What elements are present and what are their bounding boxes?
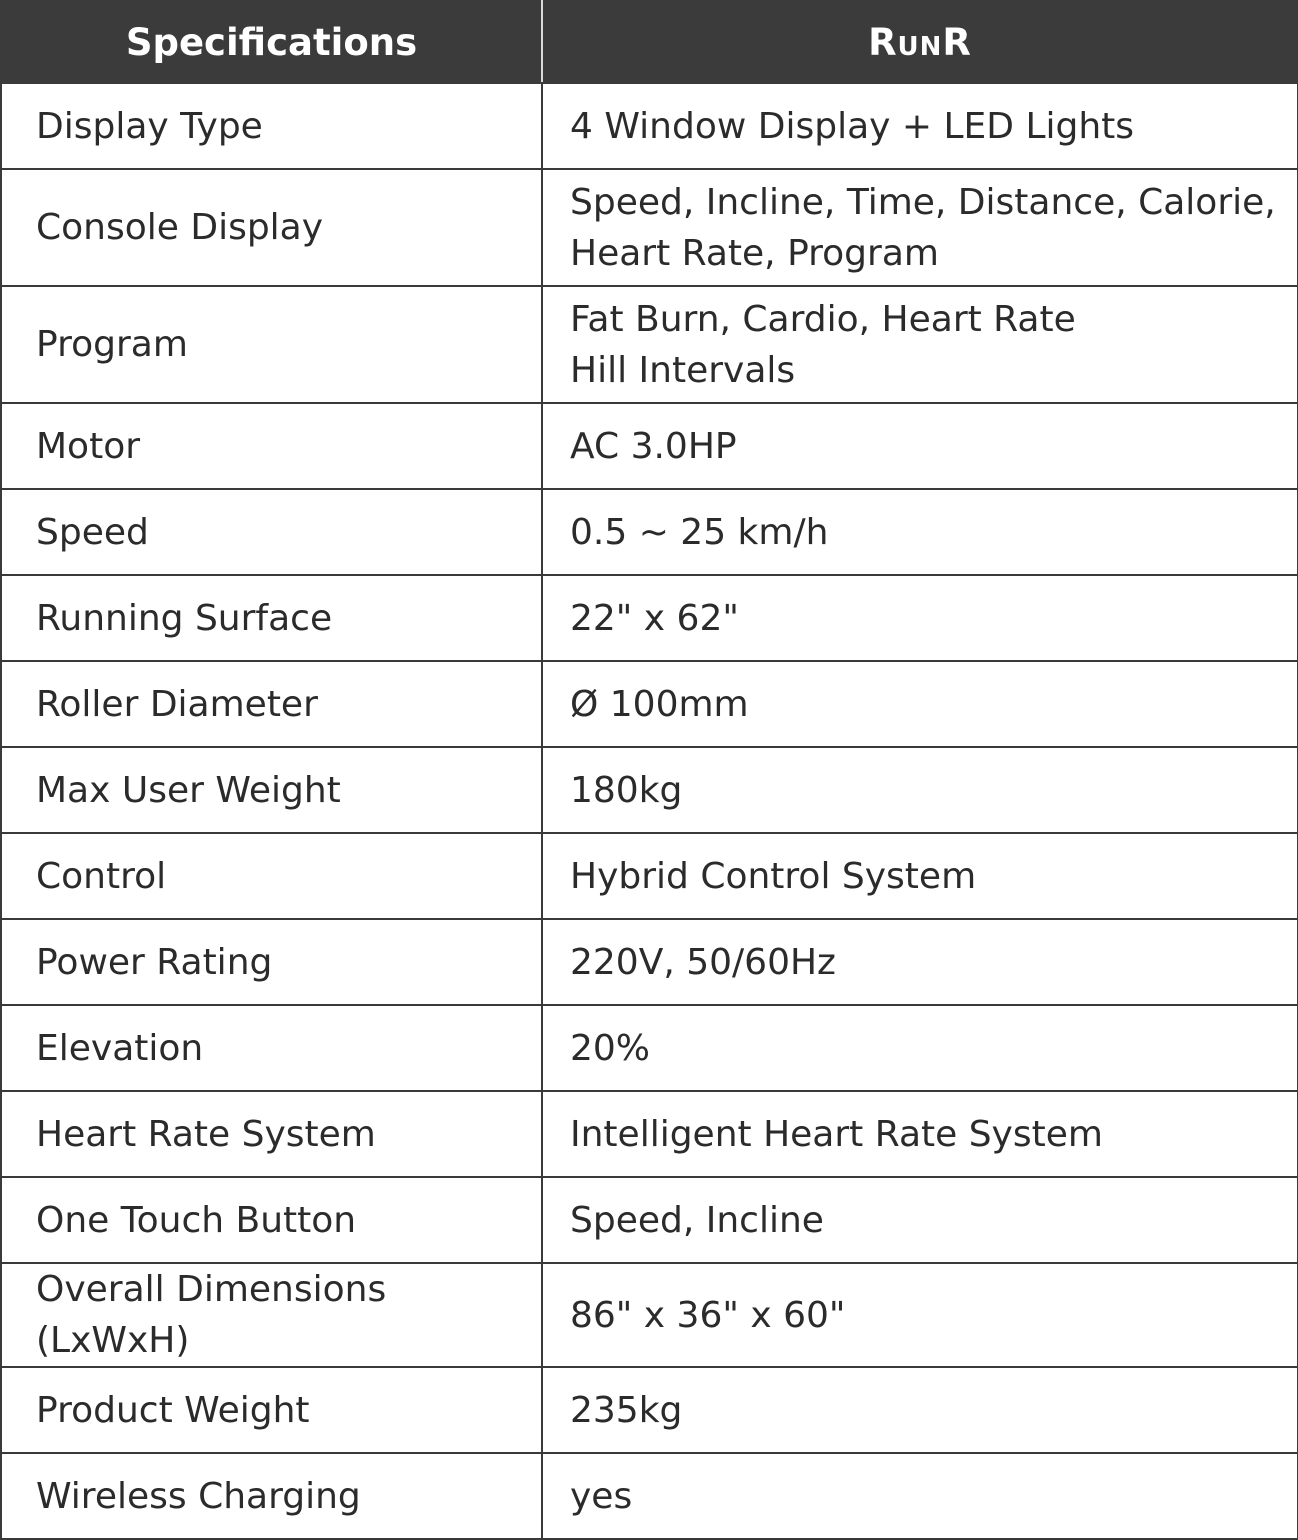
spec-value-line: 20% [570, 1027, 651, 1069]
table-row [1, 919, 1298, 1005]
table-row [1, 1091, 1298, 1177]
table-row [1, 169, 1298, 286]
table-row [1, 83, 1298, 169]
table-row [1, 1453, 1298, 1539]
specifications-header: Specifications [1, 1, 542, 83]
spec-value-line: 4 Window Display + LED Lights [570, 105, 1135, 147]
spec-value [542, 286, 1298, 403]
spec-value [542, 833, 1298, 919]
table-row [1, 1367, 1298, 1453]
spec-value-line: Intelligent Heart Rate System [570, 1113, 1103, 1155]
product-name: RunR [868, 20, 972, 64]
spec-value-line: AC 3.0HP [570, 425, 737, 467]
table-row [1, 286, 1298, 403]
spec-label: Elevation [1, 1005, 542, 1091]
spec-label: Running Surface [1, 575, 542, 661]
spec-value-line: Fat Burn, Cardio, Heart Rate [570, 298, 1076, 340]
spec-label: Product Weight [1, 1367, 542, 1453]
spec-label: Motor [1, 403, 542, 489]
table-row [1, 833, 1298, 919]
table-row [1, 1177, 1298, 1263]
header-row [1, 1, 1298, 83]
spec-value-line: 22" x 62" [570, 597, 739, 639]
spec-label: Max User Weight [1, 747, 542, 833]
spec-label: Overall Dimensions (LxWxH) [1, 1263, 542, 1367]
spec-label: Speed [1, 489, 542, 575]
spec-label: Power Rating [1, 919, 542, 1005]
table-row [1, 1263, 1298, 1367]
table-row [1, 747, 1298, 833]
spec-label: Program [1, 286, 542, 403]
spec-value-line: 235kg [570, 1389, 683, 1431]
spec-label: Roller Diameter [1, 661, 542, 747]
spec-value [542, 747, 1298, 833]
spec-value [542, 489, 1298, 575]
spec-label: Control [1, 833, 542, 919]
spec-value-line: yes [570, 1475, 633, 1517]
spec-value [542, 403, 1298, 489]
table-header [1, 1, 1298, 83]
spec-value-line: Speed, Incline, Time, Distance, Calorie, [570, 181, 1276, 223]
spec-value-line: 86" x 36" x 60" [570, 1294, 846, 1336]
spec-value [542, 1263, 1298, 1367]
table-row [1, 661, 1298, 747]
spec-value-line: Speed, Incline [570, 1199, 824, 1241]
spec-value-line: 220V, 50/60Hz [570, 941, 836, 983]
spec-value [542, 661, 1298, 747]
table-body [1, 83, 1298, 1539]
product-header [542, 1, 1298, 83]
spec-value [542, 1091, 1298, 1177]
spec-value [542, 1453, 1298, 1539]
spec-value-line: 0.5 ~ 25 km/h [570, 511, 829, 553]
spec-value-line: Hybrid Control System [570, 855, 977, 897]
spec-value [542, 83, 1298, 169]
spec-value [542, 575, 1298, 661]
spec-value [542, 1367, 1298, 1453]
spec-label: Display Type [1, 83, 542, 169]
spec-value-line: Ø 100mm [570, 683, 749, 725]
table-row [1, 575, 1298, 661]
spec-label: Wireless Charging [1, 1453, 542, 1539]
spec-label: Console Display [1, 169, 542, 286]
spec-value-line: 180kg [570, 769, 683, 811]
spec-value [542, 1005, 1298, 1091]
spec-label: One Touch Button [1, 1177, 542, 1263]
spec-label: Heart Rate System [1, 1091, 542, 1177]
spec-value [542, 919, 1298, 1005]
table-row [1, 489, 1298, 575]
table-row [1, 403, 1298, 489]
spec-value-line: Heart Rate, Program [570, 232, 939, 274]
spec-value-line: Hill Intervals [570, 349, 796, 391]
spec-value [542, 1177, 1298, 1263]
spec-value [542, 169, 1298, 286]
table-row [1, 1005, 1298, 1091]
